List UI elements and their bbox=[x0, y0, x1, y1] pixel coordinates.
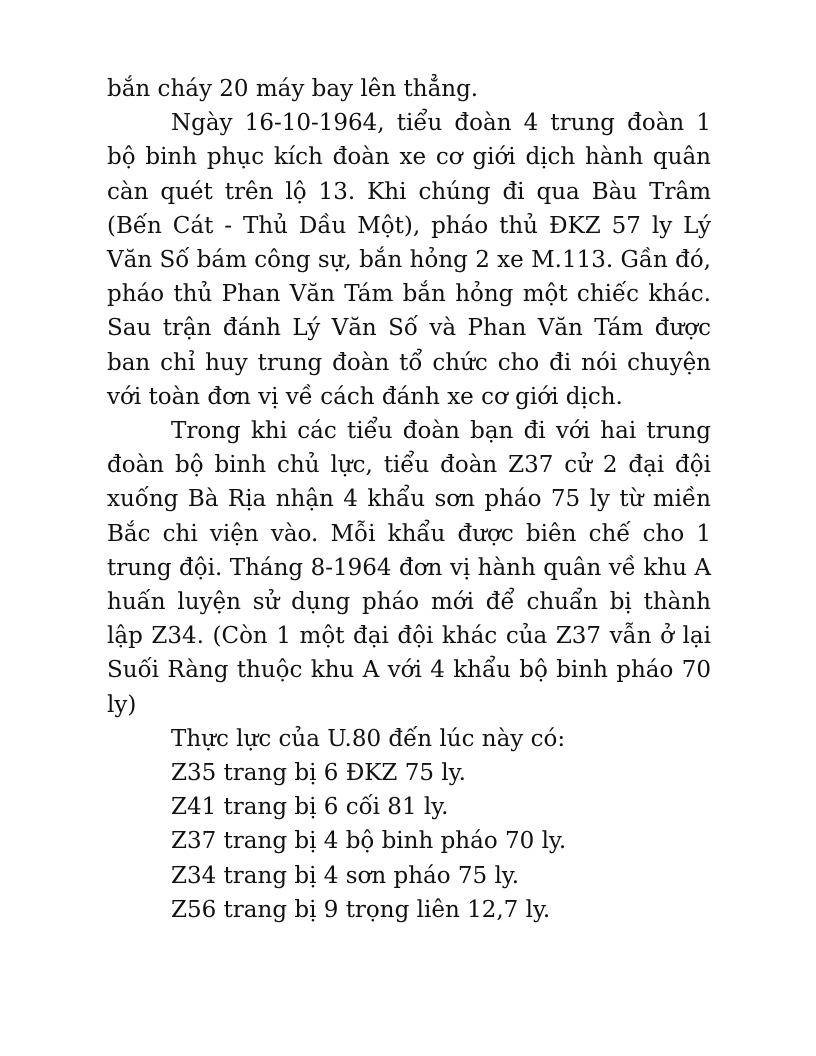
list-item: Z34 trang bị 4 sơn pháo 75 ly. bbox=[171, 862, 520, 889]
document-page bbox=[107, 72, 711, 927]
strength-list bbox=[107, 722, 711, 927]
paragraph-artillery: Trong khi các tiểu đoàn bạn đi với hai trung đoàn bộ binh chủ lực, tiểu đoàn Z37 cử 2 đại đội xuống Bà Rịa nhận 4 khẩu sơn pháo 75 ly từ miền Bắc chi viện vào. Mỗi khẩu được biên chế cho 1 trung đội. Tháng 8-1964 đơn vị hành quân về khu A huấn luyện sử dụng pháo mới để chuẩn bị thành lập Z34. (Còn 1 một đại đội khác của Z37 vẫn ở lại Suối Ràng thuộc khu A với 4 khẩu bộ binh pháo 70 ly) bbox=[107, 418, 711, 718]
opening-line: bắn cháy 20 máy bay lên thẳng. bbox=[107, 76, 479, 102]
list-item: Z37 trang bị 4 bộ binh pháo 70 ly. bbox=[171, 828, 567, 855]
list-item: Z56 trang bị 9 trọng liên 12,7 ly. bbox=[171, 896, 551, 923]
list-item: Z35 trang bị 6 ĐKZ 75 ly. bbox=[171, 760, 466, 787]
paragraph-ambush: Ngày 16-10-1964, tiểu đoàn 4 trung đoàn 1 bộ binh phục kích đoàn xe cơ giới dịch hành quân càn quét trên lộ 13. Khi chúng đi qua Bàu Trâm (Bến Cát - Thủ Dầu Một), pháo thủ ĐKZ 57 ly Lý Văn Số bám công sự, bắn hỏng 2 xe M.113. Gần đó, pháo thủ Phan Văn Tám bắn hỏng một chiếc khác. Sau trận đánh Lý Văn Số và Phan Văn Tám được ban chỉ huy trung đoàn tổ chức cho đi nói chuyện với toàn đơn vị về cách đánh xe cơ giới dịch. bbox=[107, 110, 711, 410]
list-intro: Thực lực của U.80 đến lúc này có: bbox=[171, 725, 566, 752]
list-item: Z41 trang bị 6 cối 81 ly. bbox=[171, 794, 449, 821]
